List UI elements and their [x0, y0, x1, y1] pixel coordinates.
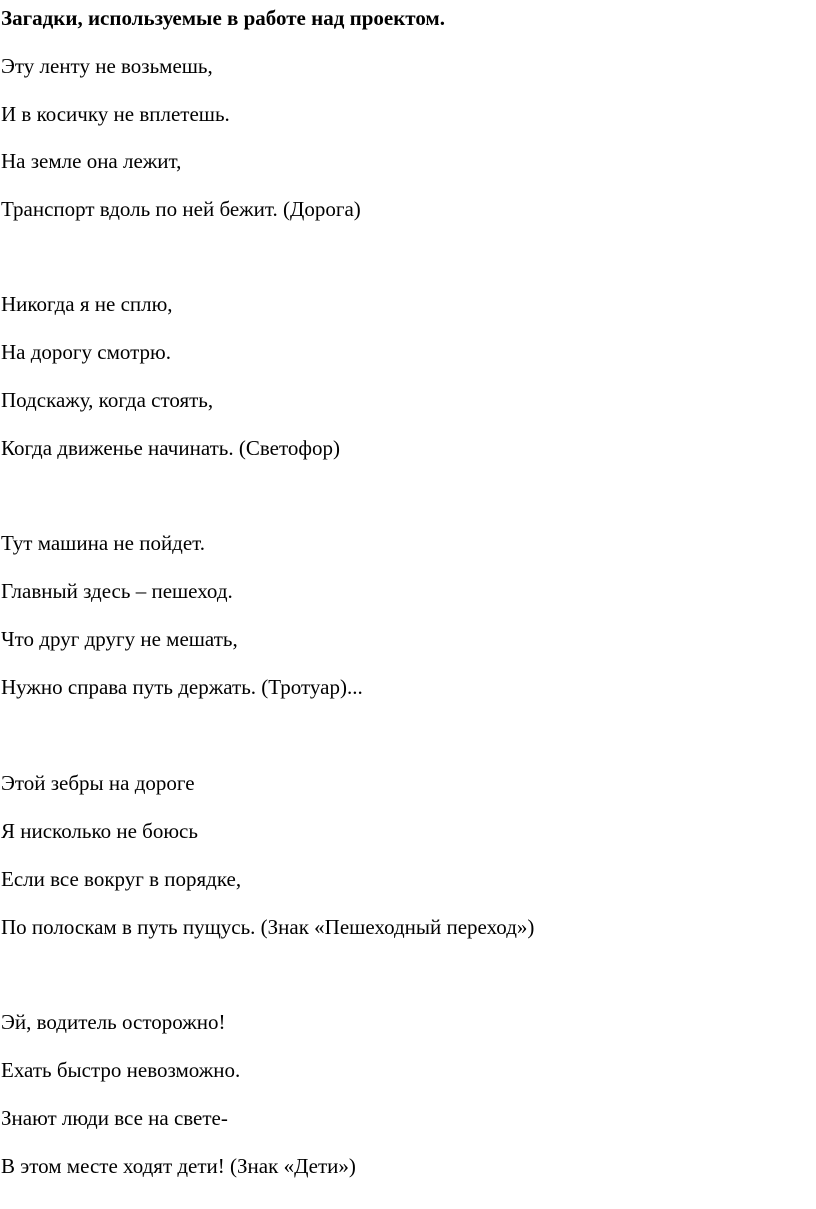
- riddle-2-line-2: На дорогу смотрю.: [1, 340, 171, 364]
- riddle-1-line-1: Эту ленту не возьмешь,: [1, 54, 213, 78]
- riddle-2-line-4: Когда движенье начинать. (Светофор): [1, 436, 340, 460]
- riddle-2-line-1: Никогда я не сплю,: [1, 292, 173, 316]
- riddle-4-line-3: Если все вокруг в порядке,: [1, 867, 242, 891]
- riddle-3-line-1: Тут машина не пойдет.: [1, 531, 206, 555]
- riddle-1-line-2: И в косичку не вплетешь.: [1, 102, 230, 126]
- riddle-2-line-3: Подскажу, когда стоять,: [1, 388, 214, 412]
- riddle-3-line-2: Главный здесь – пешеход.: [1, 579, 233, 603]
- document-title: Загадки, используемые в работе над проектом.: [1, 6, 445, 30]
- riddle-5-line-2: Ехать быстро невозможно.: [1, 1058, 241, 1082]
- riddle-3-line-4: Нужно справа путь держать. (Тротуар)...: [1, 675, 363, 699]
- riddle-3-line-3: Что друг другу не мешать,: [1, 627, 238, 651]
- riddle-1-line-4: Транспорт вдоль по ней бежит. (Дорога): [1, 197, 361, 221]
- riddle-5-line-3: Знают люди все на свете-: [1, 1106, 228, 1130]
- riddle-5-line-1: Эй, водитель осторожно!: [1, 1010, 226, 1034]
- riddle-4-line-4: По полоскам в путь пущусь. (Знак «Пешеходный переход»): [1, 915, 535, 939]
- riddle-5-line-4: В этом месте ходят дети! (Знак «Дети»): [1, 1154, 356, 1178]
- riddle-4-line-2: Я нисколько не боюсь: [1, 819, 198, 843]
- riddle-1-line-3: На земле она лежит,: [1, 149, 182, 173]
- riddle-4-line-1: Этой зебры на дороге: [1, 771, 195, 795]
